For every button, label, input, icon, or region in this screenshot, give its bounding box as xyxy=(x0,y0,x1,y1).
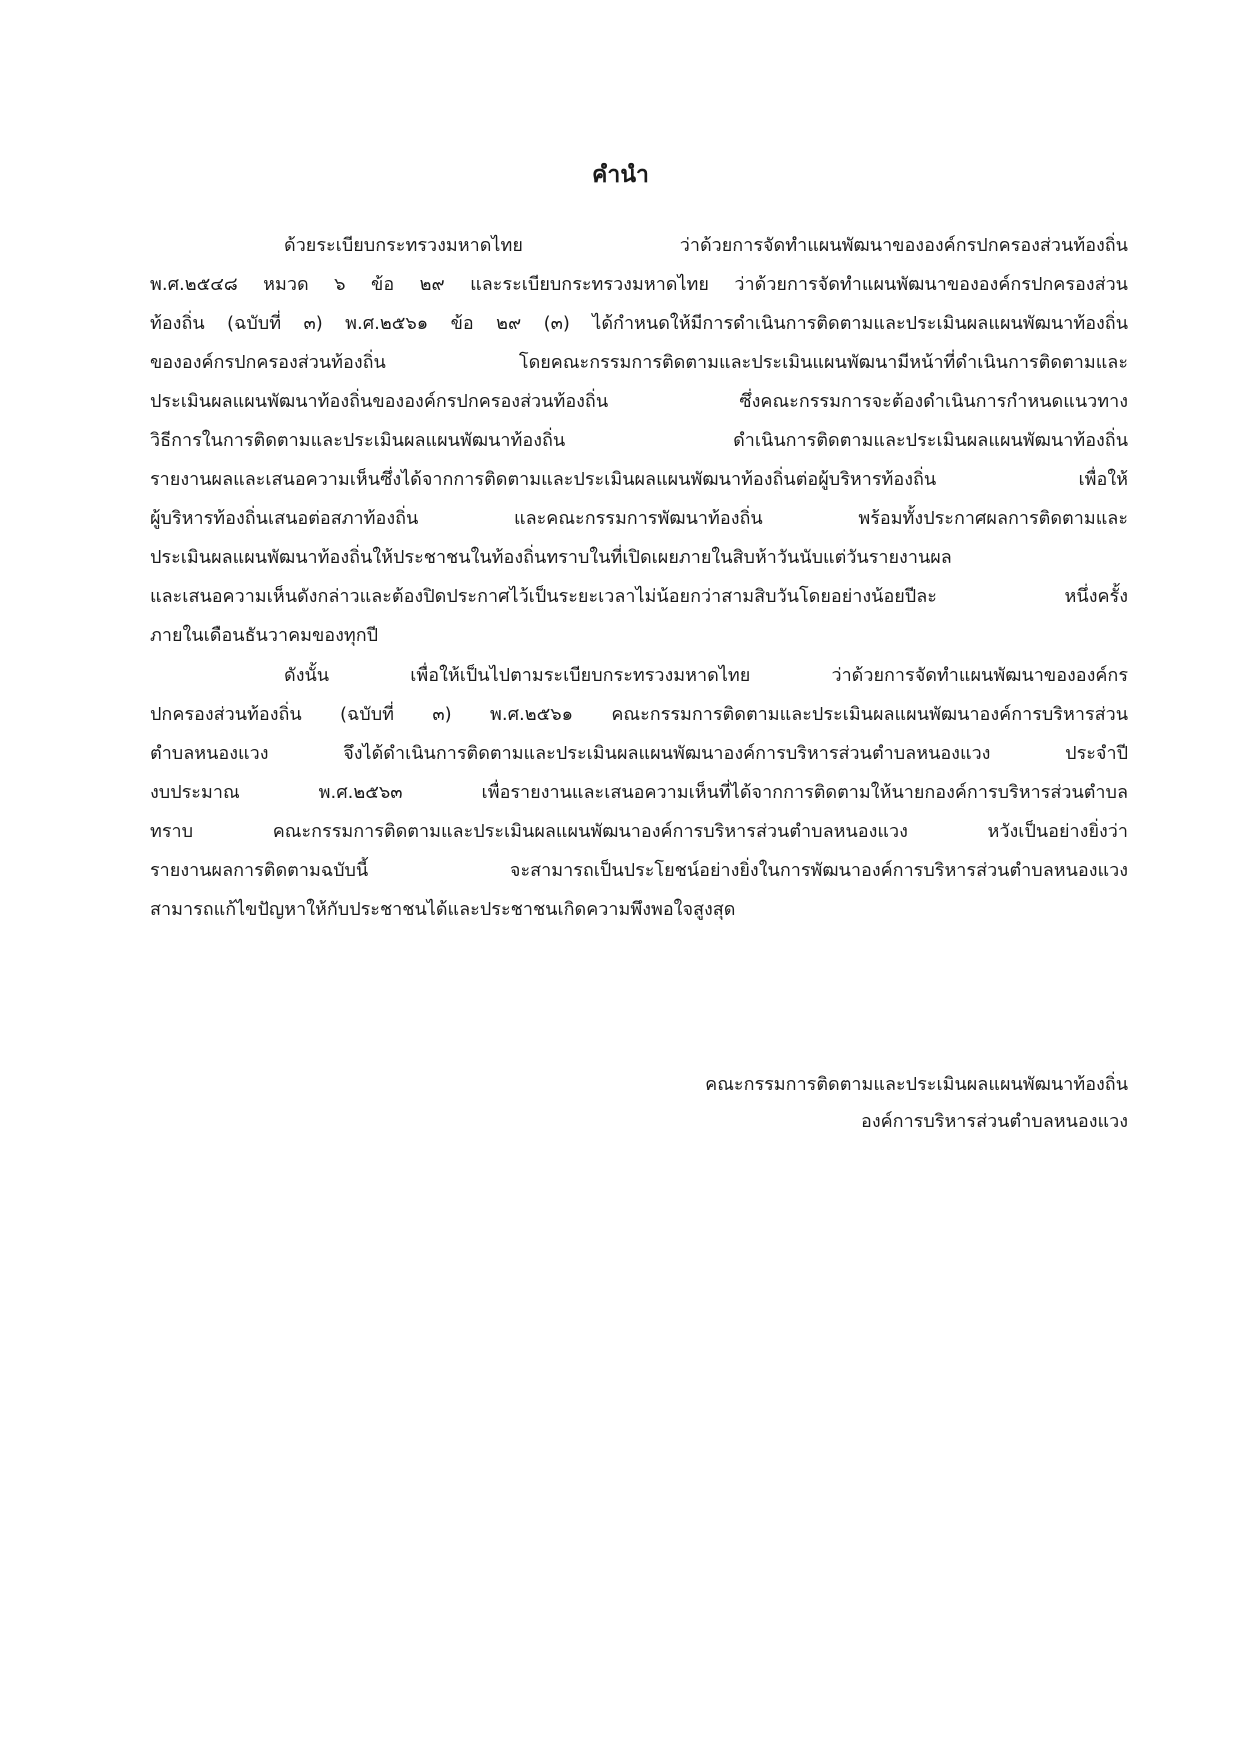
paragraph-line: วิธีการในการติดตามและประเมินผลแผนพัฒนาท้องถิ่น ดำเนินการติดตามและประเมินผลแผนพัฒนาท้องถิ่น xyxy=(150,430,1128,451)
signature-organization: องค์การบริหารส่วนตำบลหนองแวง xyxy=(861,1111,1128,1132)
paragraph-line: ทราบ คณะกรรมการติดตามและประเมินผลแผนพัฒนาองค์การบริหารส่วนตำบลหนองแวง หวังเป็นอย่างยิ่งว่า xyxy=(150,821,1128,842)
paragraph-line: งบประมาณ พ.ศ.๒๕๖๓ เพื่อรายงานและเสนอความเห็นที่ได้จากการติดตามให้นายกองค์การบริหารส่วนตำบล xyxy=(150,782,1128,803)
paragraph-line: ประเมินผลแผนพัฒนาท้องถิ่นขององค์กรปกครองส่วนท้องถิ่น ซึ่งคณะกรรมการจะต้องดำเนินการกำหนดแนวทาง xyxy=(150,391,1128,412)
paragraph-1 xyxy=(150,226,1128,655)
paragraph-line: ด้วยระเบียบกระทรวงมหาดไทย ว่าด้วยการจัดทำแผนพัฒนาขององค์กรปกครองส่วนท้องถิ่น xyxy=(284,235,1128,256)
signature-block xyxy=(150,1066,1128,1140)
paragraph-2 xyxy=(150,656,1128,929)
paragraph-line: รายงานผลการติดตามฉบับนี้ จะสามารถเป็นประโยชน์อย่างยิ่งในการพัฒนาองค์การบริหารส่วนตำบลหนองแวง xyxy=(150,860,1128,881)
paragraph-line: และเสนอความเห็นดังกล่าวและต้องปิดประกาศไว้เป็นระยะเวลาไม่น้อยกว่าสามสิบวันโดยอย่างน้อยปีละ หนึ่งครั้ง xyxy=(150,586,1128,607)
paragraph-line: ปกครองส่วนท้องถิ่น (ฉบับที่ ๓) พ.ศ.๒๕๖๑ คณะกรรมการติดตามและประเมินผลแผนพัฒนาองค์การบริหารส่วน xyxy=(150,704,1128,725)
paragraph-line: สามารถแก้ไขปัญหาให้กับประชาชนได้และประชาชนเกิดความพึงพอใจสูงสุด xyxy=(150,899,736,920)
signature-committee: คณะกรรมการติดตามและประเมินผลแผนพัฒนาท้องถิ่น xyxy=(705,1074,1128,1095)
paragraph-line: รายงานผลและเสนอความเห็นซึ่งได้จากการติดตามและประเมินผลแผนพัฒนาท้องถิ่นต่อผู้บริหารท้องถิ่น เพื่อให้ xyxy=(150,469,1128,490)
paragraph-line: ภายในเดือนธันวาคมของทุกปี xyxy=(150,625,379,646)
paragraph-line: ท้องถิ่น (ฉบับที่ ๓) พ.ศ.๒๕๖๑ ข้อ ๒๙ (๓) ได้กำหนดให้มีการดำเนินการติดตามและประเมินผลแผนพัฒนาท้องถิ่น xyxy=(150,313,1128,334)
paragraph-line: พ.ศ.๒๕๔๘ หมวด ๖ ข้อ ๒๙ และระเบียบกระทรวงมหาดไทย ว่าด้วยการจัดทำแผนพัฒนาขององค์กรปกครองส่วน xyxy=(150,274,1128,295)
paragraph-line: ประเมินผลแผนพัฒนาท้องถิ่นให้ประชาชนในท้องถิ่นทราบในที่เปิดเผยภายในสิบห้าวันนับแต่วันรายงานผล xyxy=(150,547,952,568)
paragraph-line: ตำบลหนองแวง จึงได้ดำเนินการติดตามและประเมินผลแผนพัฒนาองค์การบริหารส่วนตำบลหนองแวง ประจำปี xyxy=(150,743,1128,764)
paragraph-line: ผู้บริหารท้องถิ่นเสนอต่อสภาท้องถิ่น และคณะกรรมการพัฒนาท้องถิ่น พร้อมทั้งประกาศผลการติดตามและ xyxy=(150,508,1128,529)
paragraph-line: ขององค์กรปกครองส่วนท้องถิ่น โดยคณะกรรมการติดตามและประเมินแผนพัฒนามีหน้าที่ดำเนินการติดตามและ xyxy=(150,352,1128,373)
page-title: คำนำ xyxy=(592,162,649,188)
paragraph-line: ดังนั้น เพื่อให้เป็นไปตามระเบียบกระทรวงมหาดไทย ว่าด้วยการจัดทำแผนพัฒนาขององค์กร xyxy=(284,665,1128,686)
